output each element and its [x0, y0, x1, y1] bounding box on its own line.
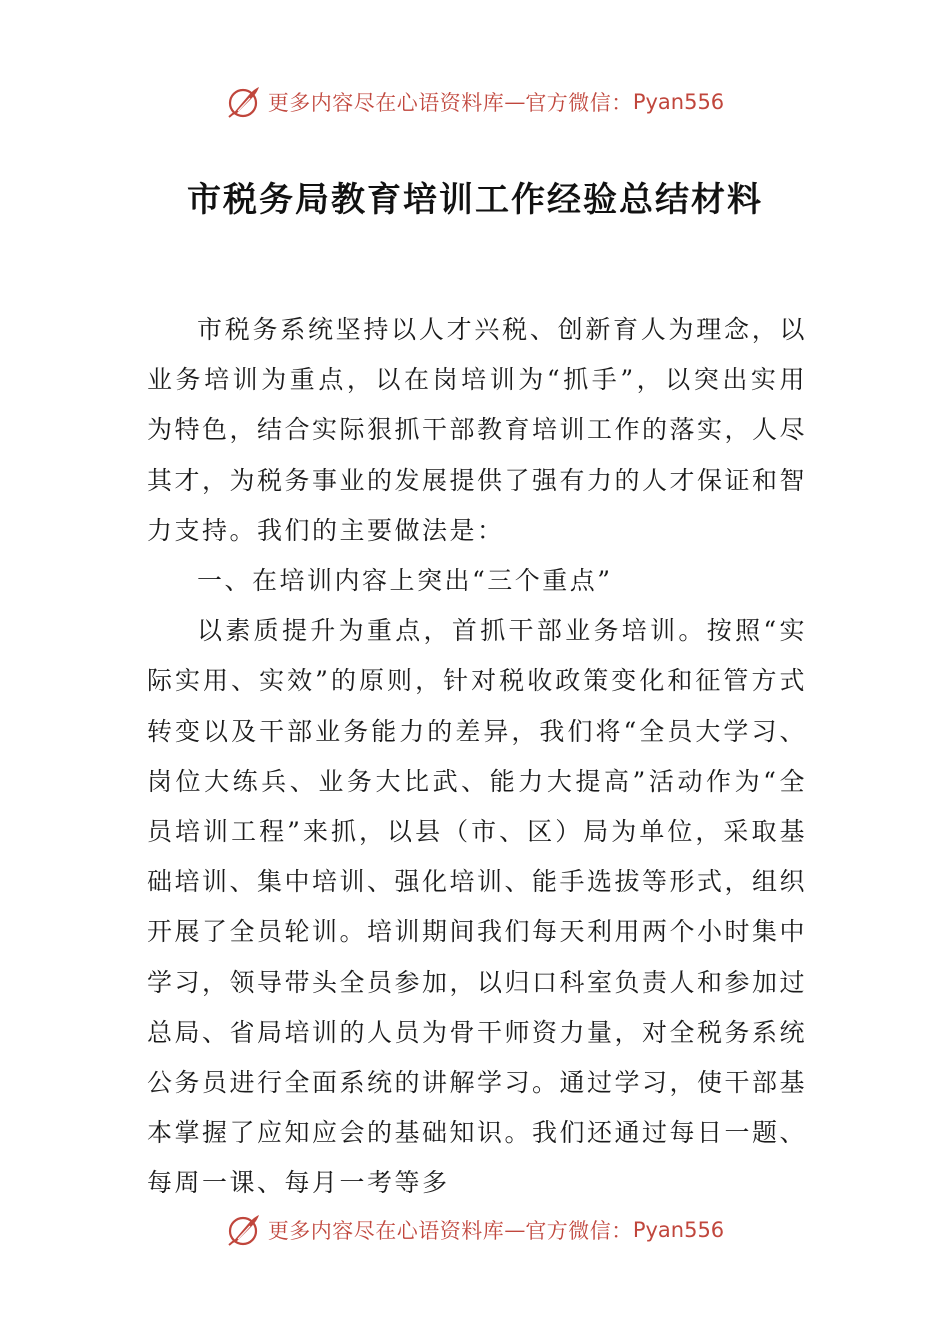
- document-body: [147, 305, 807, 1209]
- footer-banner-separator: —: [504, 1218, 526, 1242]
- quill-logo-icon: [226, 1212, 262, 1248]
- header-banner-text: 更多内容尽在心语资料库: [267, 91, 505, 115]
- paragraph-section-heading: 一、在培训内容上突出“三个重点”: [197, 566, 613, 596]
- footer-banner: [0, 1208, 950, 1252]
- footer-wechat-id: Pyan556: [632, 1218, 725, 1242]
- header-banner-separator: —: [504, 90, 526, 114]
- quill-logo-icon: [226, 84, 262, 120]
- document-title: 市税务局教育培训工作经验总结材料: [187, 180, 763, 220]
- footer-wechat-label: 官方微信：: [525, 1219, 633, 1243]
- paragraph-intro: 市税务系统坚持以人才兴税、创新育人为理念，以业务培训为重点，以在岗培训为“抓手”，以突出实用为特色，结合实际狠抓干部教育培训工作的落实，人尽其才，为税务事业的发展提供了强有力的人才保证和智力支持。我们的主要做法是：: [147, 315, 808, 545]
- paragraph-training-focus: 以素质提升为重点，首抓干部业务培训。按照“实际实用、实效”的原则，针对税收政策变化和征管方式转变以及干部业务能力的差异，我们将“全员大学习、岗位大练兵、业务大比武、能力大提高”活动作为“全员培训工程”来抓，以县（市、区）局为单位，采取基础培训、集中培训、强化培训、能手选拔等形式，组织开展了全员轮训。培训期间我们每天利用两个小时集中学习，领导带头全员参加，以归口科室负责人和参加过总局、省局培训的人员为骨干师资力量，对全税务系统公务员进行全面系统的讲解学习。通过学习，使干部基本掌握了应知应会的基础知识。我们还通过每日一题、每周一课、每月一考等多: [147, 616, 808, 1198]
- header-wechat-id: Pyan556: [632, 90, 725, 114]
- header-wechat-label: 官方微信：: [525, 91, 633, 115]
- header-banner: [0, 80, 950, 124]
- footer-banner-text: 更多内容尽在心语资料库: [267, 1219, 505, 1243]
